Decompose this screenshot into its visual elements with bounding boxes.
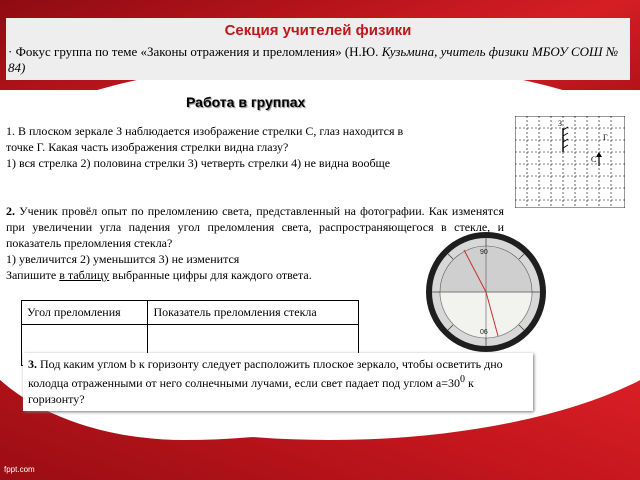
group-work-title: Работа в группах (186, 94, 306, 110)
label-mirror: З (558, 119, 563, 128)
instruction-table-ref: в таблицу (59, 268, 110, 282)
protractor-label-bottom: 06 (480, 329, 488, 336)
instruction-suffix: выбранные цифры для каждого ответа. (109, 268, 312, 282)
focus-group-text (8, 44, 623, 76)
footer-watermark: fppt.com (4, 465, 35, 474)
question-3-text-end: к горизонту? (28, 376, 474, 406)
table-header-index: Показатель преломления стекла (148, 301, 359, 325)
question-3-degree-sup: 0 (460, 374, 466, 385)
question-3 (23, 353, 533, 411)
table-header-row (22, 301, 359, 325)
focus-group-topic: · Фокус группа по теме «Законы отражения и преломления» (Н.Ю. (8, 44, 379, 59)
instruction-prefix: Запишите (6, 268, 60, 282)
question-1-line-2: точке Г. Какая часть изображения стрелки видна глазу? (6, 140, 289, 154)
protractor-label-top: 90 (480, 249, 488, 256)
question-2-options: 1) увеличится 2) уменьшится 3) не изменится (6, 252, 240, 266)
label-arrow: С (591, 155, 597, 164)
focus-group-author: Кузьмина, учитель физики МБОУ СОШ № 84) (8, 44, 619, 75)
question-3-number: 3. (28, 357, 37, 371)
question-1 (6, 123, 506, 171)
refraction-protractor-photo (424, 230, 548, 354)
section-title: Секция учителей физики (224, 22, 412, 39)
question-3-text: Под каким углом b к горизонту следует расположить плоское зеркало, чтобы осветить дно колодца отраженными от него солнечными лучами, если свет падает под углом a=30 (28, 357, 503, 390)
mirror-grid-figure (515, 116, 625, 208)
question-2-number: 2. (6, 204, 15, 218)
question-1-line-1: 1. В плоском зеркале З наблюдается изображение стрелки С, глаз находится в (6, 124, 404, 138)
label-eye: Г (603, 133, 608, 142)
question-1-options: 1) вся стрелка 2) половина стрелки 3) четверть стрелки 4) не видна вообще (6, 156, 391, 170)
header-box (6, 18, 630, 80)
table-header-angle: Угол преломления (22, 301, 148, 325)
question-2-text: Ученик провёл опыт по преломлению света, представленный на фотографии. Как изменятся при увеличении угла падения угол преломления света, распространяющегося в стекле, и показатель преломления стекла? (6, 204, 505, 250)
